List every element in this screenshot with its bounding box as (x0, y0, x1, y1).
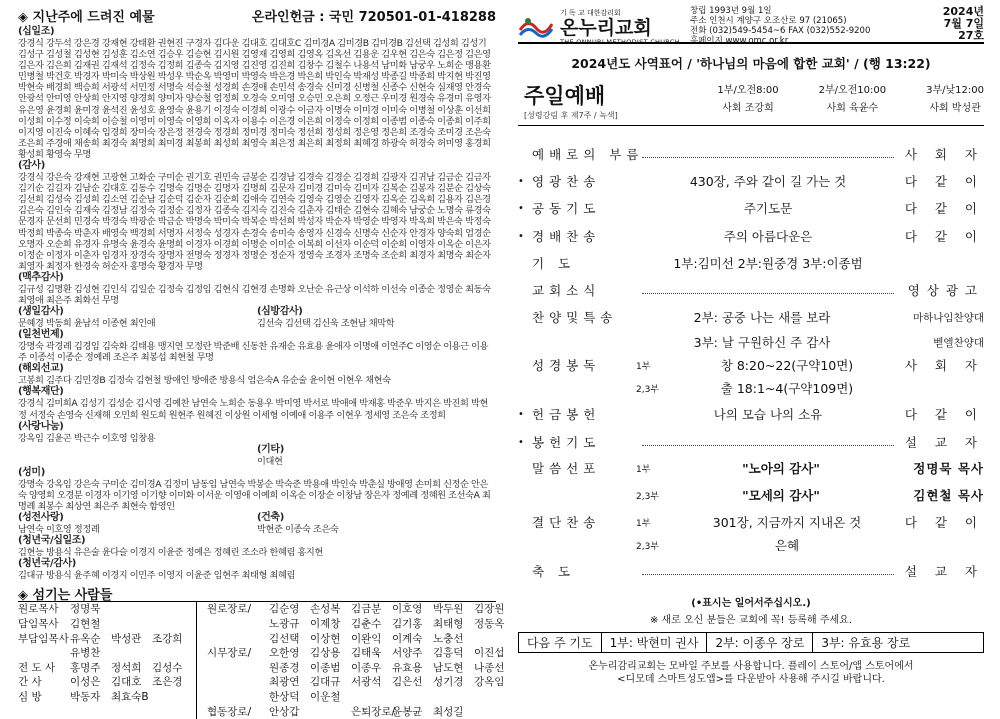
offering-list-2 (18, 329, 496, 444)
worship-item-name: 기 도 (532, 256, 576, 271)
staff-row (207, 632, 496, 647)
staff-name: 김태욱 (351, 647, 382, 660)
worship-item-leader: 영상광고 (907, 283, 984, 298)
order-of-worship (518, 140, 984, 586)
staff-name: 조강희 (152, 632, 183, 645)
staff-name: 박성관 (111, 632, 142, 645)
left-column (18, 6, 505, 718)
category-label: (청년국/감사) (18, 558, 76, 570)
staff-row (207, 690, 496, 705)
church-info-line: 주소 인천시 계양구 오조산로 97 (21065) (690, 16, 847, 26)
year-theme: 2024년도 사역표어 / '하나님의 마음에 합한 교회' / (행 13:22) (571, 56, 931, 71)
staff-name: 이성은 (70, 676, 101, 689)
staff-row (207, 675, 505, 690)
worship-item-detail: 3부: 날 구원하신 주 감사 (693, 335, 831, 350)
staff-name: 강옥임 (474, 676, 505, 689)
stand-marker: • (518, 436, 524, 448)
staff-name: 김대호 (111, 676, 142, 689)
worship-item (518, 428, 984, 456)
staff-row (18, 690, 196, 705)
category-label: (건축) (257, 512, 284, 524)
logo-small-text: 기 독 교 대한감리회 (560, 9, 621, 17)
worship-item-detail: 창 8:20~22(구약10면) (720, 358, 854, 373)
worship-item-detail: "노아의 감사" (742, 461, 820, 476)
worship-item-detail: 주의 아름다운은 (723, 229, 813, 244)
staff-name: 최태형 (433, 617, 464, 630)
staff-name: 이운철 (310, 690, 341, 703)
worship-item-name: 공동기도 (532, 201, 601, 216)
service-leader: 사회 박성관 (929, 103, 981, 114)
staff-name: 나종선 (474, 661, 505, 674)
staff-name: 이호영 (392, 603, 423, 616)
offering-split-1 (18, 306, 496, 329)
offering-split-2 (18, 512, 496, 535)
leader-dots (642, 150, 894, 158)
worship-item-name: 예배로의 부름 (532, 147, 644, 162)
leader-dots (642, 286, 894, 294)
staff-name: 김은선 (392, 676, 423, 689)
service-tag: 2,3부 (636, 384, 660, 395)
staff-name: 이계숙 (392, 632, 423, 645)
stand-marker: • (518, 408, 524, 420)
worship-item-leader: 다 같 이 (904, 407, 984, 422)
staff-row (18, 661, 196, 676)
staff-role: 원로목사 (18, 603, 59, 616)
worship-item (518, 276, 984, 304)
category-label: (성미) (18, 466, 45, 478)
worship-item-detail: 1부:김미선 2부:원중경 3부:이종범 (673, 256, 863, 271)
right-column (518, 6, 984, 702)
service-leader: 사회 육윤수 (826, 103, 879, 114)
category-text: 김대규 방용식 윤주혜 이경지 이민주 이영지 이윤준 임현주 최태형 최혜림 (18, 570, 295, 582)
worship-item-name: 결단찬송 (532, 515, 601, 530)
staff-name: 홍명주 (70, 661, 101, 674)
staff-name: 이종범 (310, 661, 341, 674)
next-prayer-cell: 1부: 박현미 권사 (602, 633, 708, 652)
category-text: 강경식 강은숙 강재현 고광현 고화순 구미순 권기호 권민숙 금봉순 김경남 김경숙 김경순 김경희 김광자 김귀남 김금순 김금자 김기순 김길자 김남순 김대호 김동수 김명숙 김명순 김명자 김명희 김문자 김미경 김미숙 김미자 김복순 김봉자 김분순 김상숙 김선희 김성숙 김성희 김소연 김순남 김순덕 김순자 김순희 김애숙 김연숙 김영숙 김영순 김영자 김옥순 김옥희 김용자 김은경 김은숙 김인숙 김재숙 김정남 김정숙 김정순 김정자 김종숙 김지숙 김진숙 김춘자 김태순 김현숙 김혜숙 남궁순 노명숙 류경숙 문경자 문선희 민경숙 박경숙 박광순 박금순 박명숙 박미숙 박복순 박선희 박성자 박순자 박영순 박영자 박옥희 박은숙 박정숙 박정희 박종숙 박춘자 배영숙 백경희 서명자 서정숙 성경자 손경숙 송미숙 송영자 신경숙 신명숙 신순자 안경자 양숙희 엄경순 오명자 오순희 유경자 유명숙 윤경숙 윤명희 이경자 이경희 이명순 이미순 이복희 이선자 이순덕 이순희 이영자 이옥순 이은자 이정순 이정자 이춘자 임경자 장경숙 장명자 전명숙 정경자 정명순 정순자 정영숙 조경자 조명숙 조순희 최경자 최명숙 최순자 최영자 최정자 한경숙 허순자 홍명숙 황경자 무명 (18, 172, 491, 272)
service-time-label: 2부/오전10:00 (818, 85, 887, 96)
category-label: (행복재단) (18, 386, 64, 398)
worship-item-detail: 301장, 지금까지 지내온 것 (712, 515, 862, 530)
category-label: (성전사랑) (18, 512, 64, 524)
worship-item-name: 성경봉독 (532, 358, 601, 373)
staff-name: 이종우 (351, 661, 382, 674)
staff-name: 정석희 (111, 661, 142, 674)
staff-row (18, 617, 196, 632)
category-text: 강경식 강두석 강은경 강재현 강태환 권현진 구경자 김다운 김대호 김대호C 김미경A 김미경B 김미경B 김선택 김성희 김성기 김성구 김성철 김성현 김성훈 김소연 김승우 김승현 김시원 김영재 김영희 김영옥 김옥선 김용운 김우현 김은숙 김은정 김은영 김은자 김은희 김재권 김재석 김정숙 김정희 김종숙 김지영 김진영 김진희 김창수 김철수 나용석 남미화 남궁우 노희순 맹용환 민병철 박건호 박경자 박미숙 박상원 박성우 박순옥 박영미 박영숙 박은경 박은희 박인숙 박재성 박종길 박종희 박지현 박진영 박현숙 배경희 백승희 서광석 서민정 서명숙 석승철 성경희 손경애 손민석 송경숙 신미경 신병철 신종수 신현숙 심재영 안경숙 안광석 안미영 안상희 안지영 양경희 양미자 양승철 엄정희 오경숙 오미영 오승민 오은희 오정근 우미경 원경숙 유경미 유영자 유은영 윤경희 윤미경 윤석진 윤성호 윤영숙 윤용기 이경숙 이경희 이광수 이금자 이명숙 이미경 이미숙 이병철 이상훈 이선희 이성희 이수정 이숙희 이승철 이영미 이영숙 이영희 이옥자 이용수 이은경 이은희 이정숙 이정희 이종범 이종숙 이종희 이주희 이지영 이진숙 이혜숙 임경희 장미숙 장은정 전경숙 정경희 정미경 정미숙 정선희 정성희 정은영 정은희 조경숙 조미경 조은숙 조은희 주경애 채송희 최경숙 최명희 최미경 최봉희 최성희 최영숙 최은정 최은희 최정희 최혜경 하광숙 허경숙 허미영 홍경희 황성희 황영숙 무명 (18, 38, 491, 160)
worship-item-detail: 2부: 공중 나는 새를 보라 (693, 310, 831, 325)
staff-row (18, 646, 196, 661)
service-subtitle: [성령강림 후 제7주 / 녹색] (524, 111, 618, 120)
worship-item-name: 헌금봉헌 (532, 407, 601, 422)
staff-name: 이진섭 (474, 647, 505, 660)
service-time (906, 82, 984, 118)
worship-item-leader: 설 교 자 (904, 435, 984, 450)
service-tag: 1부 (636, 361, 651, 372)
staff-name: 남도현 (433, 661, 464, 674)
footer-line: <디모데 스마트성도앱>를 다운받아 사용해 주시길 바랍니다. (617, 674, 885, 685)
staff-name: 정동옥 (474, 617, 505, 630)
staff-name: 유병찬 (70, 647, 101, 660)
staff-name: 원종경 (269, 661, 300, 674)
staff-name: 성기경 (433, 676, 464, 689)
date-line: 7월 7일 (943, 17, 984, 30)
worship-item (518, 510, 984, 534)
worship-item (518, 168, 984, 194)
worship-item (518, 556, 984, 586)
staff-role: 협동장로/ (207, 705, 252, 718)
staff-name: 정명묵 (70, 603, 101, 616)
category-text: 강명숙 곽경례 김경임 김숙화 김태용 맹지연 모정란 박준배 신동찬 유재순 유효용 윤애자 이명애 이연주C 이영순 이용근 이용주 이종석 이종순 정예례 조은주 최봉섭 최현철 무명 (18, 341, 489, 364)
worship-item (518, 304, 984, 330)
staff-name: 김상용 (310, 647, 341, 660)
staff-name: 김기홍 (392, 617, 423, 630)
category-label: (심방감사) (257, 306, 303, 318)
church-info (690, 6, 870, 46)
church-info-line: 홈페이지 www.omc.or.kr (690, 36, 789, 46)
worship-item-leader: 다 같 이 (904, 201, 984, 216)
service-title: 주일예배 (524, 84, 606, 108)
stand-marker: • (518, 202, 524, 214)
worship-item-detail: "모세의 감사" (742, 488, 820, 503)
staff-name: 김성수 (152, 661, 183, 674)
service-times (677, 82, 984, 118)
worship-item-detail: 출 18:1~4(구약109면) (720, 381, 854, 396)
category-label: (사랑나눔) (18, 420, 64, 432)
service-time-label: 3부/낮12:00 (926, 85, 984, 96)
worship-item (518, 480, 984, 510)
service-header (518, 78, 984, 126)
service-tag: 2,3부 (636, 491, 660, 502)
stand-marker: • (518, 175, 524, 187)
category-label: (감사) (18, 160, 45, 172)
staff-row (18, 632, 196, 647)
service-leader: 사회 조강희 (722, 103, 774, 114)
worship-item-name: 영광찬송 (532, 174, 601, 189)
staff-name: 김선택 (269, 632, 300, 645)
worship-item (518, 330, 984, 354)
staff-name: 한상덕 (269, 690, 300, 703)
church-info-line: 전화 (032)549-5454~6 FAX (032)552-9200 (690, 26, 871, 36)
staff-name: 이완익 (351, 632, 382, 645)
service-time (799, 82, 887, 118)
category-text: 문혜경 박동희 윤남석 이종현 최인애 (18, 318, 156, 330)
service-tag: 1부 (636, 464, 651, 475)
category-label: (십일조) (18, 26, 55, 37)
service-tag: 1부 (636, 518, 651, 529)
staff-row (18, 675, 196, 690)
worship-item (518, 354, 984, 376)
worship-item (518, 376, 984, 400)
category-label: (기타) (257, 443, 284, 455)
worship-item-detail: 430장, 주와 같이 길 가는 것 (689, 174, 847, 189)
logo-name: 온누리교회 (560, 17, 652, 39)
worship-item (518, 456, 984, 480)
worship-item-leader: 마하나임찬양대 (912, 311, 984, 324)
church-info-line: 창립 1993년 9월 1일 (690, 6, 772, 16)
staff-role: 전 도 사 (18, 661, 56, 674)
staff-name: 최광연 (269, 676, 300, 689)
offering-gita (18, 444, 496, 467)
stand-marker: • (518, 230, 524, 242)
staff-name: 은퇴장로/ (351, 705, 396, 718)
staff-name: 윤봉균 (392, 705, 423, 718)
church-logo (518, 8, 680, 46)
staff-name: 최성길 (433, 705, 464, 718)
staff-name: 김현철 (70, 617, 101, 630)
logo-english: THE ONNURI METHODIST CHURCH (560, 38, 680, 46)
worship-item-leader: 설 교 자 (904, 564, 984, 579)
category-text: 강명숙 강옥임 강은숙 구미순 김미경A 김정미 남동임 남연숙 박봉순 박숙준 박용애 박인숙 박춘실 방애영 손미희 신정순 안은숙 양영희 오경분 이경자 이기영 이기향 이미화 이서운 이영애 이예희 이옥순 이장순 이창남 장은자 정예례 정혜원 조선숙A 최명례 최봉수 최상연 최은주 최현숙 함영인 (18, 478, 491, 512)
welcome-note: ※ 새로 오신 분들은 교회에 꼭! 등록해 주세요. (649, 615, 853, 626)
worship-item-name: 교회소식 (532, 283, 601, 298)
staff-name: 유옥순 (70, 632, 101, 645)
next-prayer-cell: 2부: 이종우 장로 (707, 633, 813, 652)
staff-row (207, 646, 505, 661)
date-line: 2024년 (942, 5, 984, 18)
worship-item (518, 140, 984, 168)
staff-row (18, 602, 196, 617)
worship-item-name: 말씀선포 (532, 461, 601, 476)
next-prayer-cell: 다음 주 기도 (519, 633, 602, 652)
worship-item (518, 534, 984, 556)
category-text: 김규성 김명환 김성현 김인식 김일순 김정숙 김정임 김현식 김현경 손명화 오난순 유근상 이석하 이선숙 이종순 정영순 최동숙 최영애 최은주 최화선 무명 (18, 283, 491, 306)
worship-item-name: 찬양및특송 (532, 310, 618, 325)
staff-name: 노충선 (433, 632, 464, 645)
category-label: (맥추감사) (18, 271, 64, 283)
category-text: 김현능 방용식 유은술 윤다슬 이경지 이윤준 정예은 정혜린 조소라 한혜림 홍지현 (18, 547, 323, 559)
staff-name: 조은경 (152, 676, 183, 689)
category-label: (해외선교) (18, 363, 64, 375)
church-header (518, 6, 984, 44)
worship-item-leader: 다 같 이 (904, 229, 984, 244)
staff-name: 안상갑 (269, 705, 300, 718)
offering-list-3 (18, 467, 496, 512)
staff-name: 이상현 (310, 632, 341, 645)
date-line: 27호 (958, 29, 984, 42)
service-time-label: 1부/오전8:00 (717, 85, 779, 96)
staff-role: 담임목사 (18, 617, 59, 630)
staff-row (207, 705, 496, 719)
footer-line: 온누리감리교회는 모바일 주보를 사용합니다. 플레이 스토어/앱 스토어에서 (588, 661, 914, 672)
worship-item (518, 222, 984, 250)
worship-item (518, 250, 984, 276)
staff-title: ◈ 섬기는 사람들 (18, 588, 113, 604)
worship-item-detail: 주기도문 (743, 201, 793, 216)
worship-item-detail: 은혜 (774, 538, 800, 553)
staff-name: 김춘수 (351, 617, 382, 630)
staff-row (207, 617, 505, 632)
offering-header (18, 6, 496, 26)
worship-item-leader: 김현철 목사 (913, 488, 984, 503)
category-label: (생일감사) (18, 306, 64, 318)
category-text: 박현준 이종숙 조은숙 (257, 524, 339, 536)
staff-role: 시무장로/ (207, 647, 252, 660)
staff-role: 심 방 (18, 690, 42, 703)
worship-item-leader: 다 같 이 (904, 515, 984, 530)
category-text: 남연숙 이호영 정정례 (18, 524, 100, 536)
staff-name: 박두원 (433, 603, 464, 616)
staff-name: 서광석 (351, 676, 382, 689)
category-text: 이대현 (257, 455, 283, 467)
category-text: 강옥임 김윤곤 박근수 이호영 임창용 (18, 432, 156, 444)
offering-list (18, 26, 496, 306)
worship-item (518, 194, 984, 222)
staff-name: 김장원 (474, 603, 505, 616)
service-time (697, 82, 778, 118)
offering-list-4 (18, 535, 496, 581)
staff-role: 부담임목사 (18, 632, 69, 645)
category-text: 고봉희 김주다 김민경B 김정숙 김현철 방애인 방애준 방용식 엄은숙A 유순술 윤이현 이현우 채현숙 (18, 375, 391, 387)
category-label: (일천번제) (18, 329, 64, 341)
offering-account: 온라인헌금 : 국민 720501-01-418288 (251, 10, 496, 25)
staff-name: 유효용 (392, 661, 423, 674)
staff-row (207, 661, 505, 676)
category-label: (청년국/십일조) (18, 535, 86, 547)
worship-item-leader: 정명묵 목사 (913, 461, 984, 476)
staff-role: 원로장로/ (207, 603, 252, 616)
worship-item-detail: 나의 모습 나의 소유 (713, 407, 823, 422)
leader-dots (642, 567, 894, 575)
worship-item-leader: 사 회 자 (904, 358, 984, 373)
staff-right (196, 602, 505, 719)
staff-left (18, 602, 196, 719)
worship-item-leader: 사 회 자 (904, 147, 984, 162)
staff-table (18, 601, 505, 719)
worship-item-leader: 벧엘찬양대 (933, 336, 984, 349)
staff-role: 간 사 (18, 676, 42, 689)
next-prayer-cell: 3부: 유효용 장로 (821, 636, 911, 650)
staff-name: 서양주 (392, 647, 423, 660)
worship-item-leader: 다 같 이 (904, 174, 984, 189)
category-text: 강경식 김미희A 김성기 김성순 김시영 김예찬 남연숙 노희순 동용우 박미영 박서로 박애애 박재홍 박준우 박지은 박진희 박현정 서정숙 손영숙 신재해 오민희 원도희 원현주 원혜진 이상원 이세형 이예애 이용주 이현우 정세영 조은숙 조정희 (18, 398, 488, 421)
staff-row (207, 602, 505, 617)
worship-item (518, 400, 984, 428)
church-logo-icon (518, 14, 554, 40)
staff-name: 노광규 (269, 617, 300, 630)
leader-dots (642, 438, 894, 446)
worship-item-name: 경배찬송 (532, 229, 601, 244)
staff-name: 손성복 (310, 603, 341, 616)
category-text: 김선숙 김선택 김신욱 조현남 채막학 (257, 318, 395, 330)
staff-name: 박동자 (70, 690, 101, 703)
staff-name: 오한영 (269, 647, 300, 660)
service-tag: 2,3부 (636, 541, 660, 552)
staff-name: 최효숙B (111, 690, 149, 703)
staff-name: 김순영 (269, 603, 300, 616)
staff-name: 이제창 (310, 617, 341, 630)
staff-name: 김대규 (310, 676, 341, 689)
staff-name: 김금분 (351, 603, 382, 616)
next-week-prayer (518, 632, 984, 653)
footer-notice (518, 660, 984, 686)
worship-item-name: 봉헌기도 (532, 435, 601, 450)
worship-item-name: 축 도 (532, 564, 576, 579)
bulletin-date (943, 6, 984, 42)
stand-note: (•표시는 일어서주십시오.) (691, 598, 811, 609)
staff-name: 김흥덕 (433, 647, 464, 660)
offering-title: ◈ 지난주에 드려진 예물 (18, 10, 155, 25)
